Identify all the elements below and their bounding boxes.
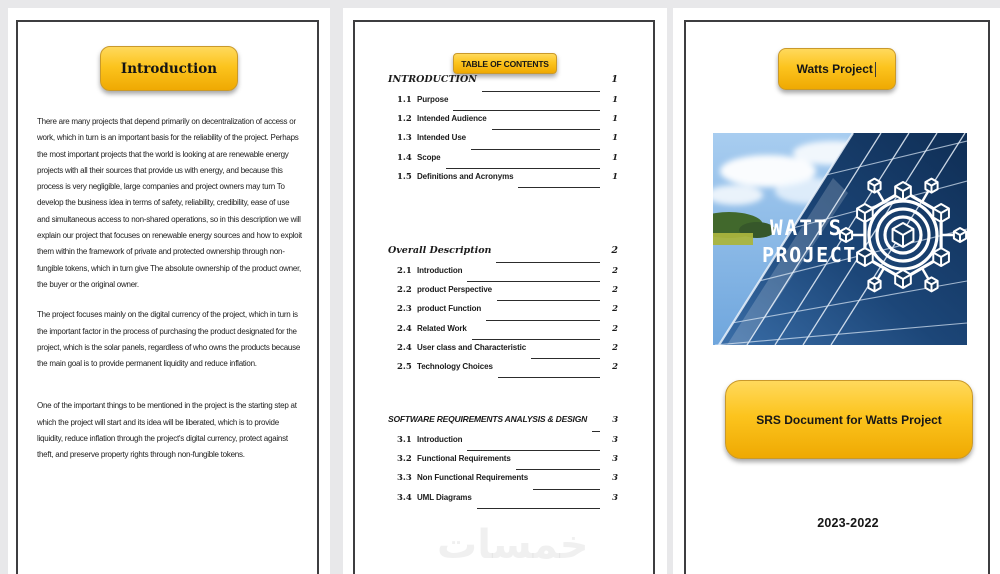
toc-item-row — [388, 454, 618, 473]
paragraph: The project focuses mainly on the digital currency of the project, which in turn is the important factor in the process of purchasing the product designated for the project, which is the solar panels, regardless of who owns the products because the main goal is to provide permanent liquidity and reduce inflation. — [37, 310, 301, 369]
introduction-heading-badge — [100, 46, 238, 91]
toc-page-number: 3 — [612, 435, 618, 445]
toc-item-number: 1.1 — [397, 95, 412, 105]
toc-leader-line — [446, 168, 600, 169]
toc-item-row — [388, 362, 618, 381]
toc-page-number: 2 — [612, 266, 618, 276]
toc-leader-line — [477, 508, 600, 509]
toc-item-row — [388, 473, 618, 492]
project-title-text: Watts Project — [796, 62, 873, 76]
khamsat-watermark: خمسات — [437, 522, 589, 568]
toc-item-label: product Perspective — [417, 285, 493, 295]
project-title-badge — [778, 48, 896, 90]
toc-item-label: User class and Characteristic — [417, 342, 527, 352]
toc-item-row — [388, 343, 618, 362]
toc-item-number: 3.4 — [397, 492, 412, 503]
toc-item-number: 3.2 — [397, 454, 412, 465]
toc-item-label: Introduction — [417, 266, 463, 275]
toc-heading-badge — [453, 53, 557, 74]
toc-page-number: 2 — [612, 304, 618, 315]
toc-page-number: 3 — [612, 415, 618, 425]
cover-logo-line1: WATTS — [770, 216, 844, 240]
toc-item-number: 3.1 — [397, 435, 412, 445]
toc-leader-line — [472, 339, 600, 340]
paragraph: There are many projects that depend primarily on decentralization of access or work, which in turn is an important basis for the reliability of the project. Perhaps the most important projects that the world is looking at are renewable energy projects with all their sources that provide us with energy, and because this process is very negligible, large companies and project owners may turn To develop the business idea in terms of safety, reliability, credibility, ease of use and simultaneous access to non-shared operations, so in this description we will explain our project that focuses on renewable energy sources and how to exploit them within the framework of private and protected ownership through non-fungible tokens, which in turn give The absolute ownership of the product owner, the buyer or the original owner. — [37, 117, 302, 289]
year-label: 2023-2022 — [817, 516, 879, 530]
toc-item-label: UML Diagrams — [417, 492, 472, 502]
toc-leader-line — [533, 489, 600, 490]
srs-document-banner-text: SRS Document for Watts Project — [756, 412, 942, 427]
toc-item-label: Intended Audience — [417, 114, 487, 124]
toc-item-label: Related Work — [417, 323, 467, 333]
toc-item-number: 2.3 — [397, 304, 412, 315]
toc-heading-row — [388, 245, 618, 266]
toc-item-label: Functional Requirements — [417, 454, 511, 464]
toc-heading-row — [388, 414, 618, 435]
solar-panel-photo — [713, 133, 967, 345]
toc-leader-line — [496, 262, 600, 263]
toc-page-number: 2 — [612, 285, 618, 296]
toc-section — [388, 245, 618, 381]
toc-page-number: 3 — [612, 454, 618, 465]
introduction-paragraphs — [37, 114, 303, 464]
toc-item-label: Intended Use — [417, 133, 467, 143]
toc-page-number: 1 — [612, 152, 618, 163]
toc-item-label: Purpose — [417, 95, 449, 104]
toc-item-number: 3.3 — [397, 473, 412, 484]
toc-item-number: 2.4 — [397, 323, 412, 334]
toc-heading-label: SOFTWARE REQUIREMENTS ANALYSIS & DESIGN — [388, 414, 588, 424]
toc-item-number: 2.5 — [397, 361, 412, 372]
toc-item-number: 1.5 — [397, 171, 412, 182]
toc-leader-line — [531, 358, 600, 359]
toc-page-number: 3 — [612, 473, 618, 484]
toc-item-number: 1.2 — [397, 114, 412, 125]
toc-leader-line — [492, 129, 600, 130]
toc-item-row — [388, 493, 618, 512]
toc-item-label: Non Functional Requirements — [417, 473, 529, 483]
introduction-heading-text: Introduction — [120, 60, 218, 77]
toc-item-row — [388, 304, 618, 323]
toc-section — [388, 414, 618, 512]
toc-item-number: 2.4 — [397, 342, 412, 353]
toc-leader-line — [497, 300, 600, 301]
page-table-of-contents — [343, 8, 667, 574]
srs-document-banner — [725, 380, 973, 459]
paragraph: One of the important things to be mentioned in the project is the starting step at which the project will start and its idea will be liberated, which is to provide liquidity, reduce inflation through the project's digital currency, protect against theft, and preserve property rights through non-fungible tokens. — [37, 401, 297, 460]
toc-heading-label: Overall Description — [388, 245, 492, 256]
page-cover — [673, 8, 1000, 574]
toc-page-number: 1 — [612, 114, 618, 125]
toc-section — [388, 74, 618, 191]
toc-item-row — [388, 153, 618, 172]
toc-item-row — [388, 324, 618, 343]
toc-item-row — [388, 172, 618, 191]
toc-leader-line — [486, 320, 600, 321]
toc-page-number: 2 — [612, 361, 618, 372]
toc-page-number: 2 — [611, 245, 618, 256]
toc-item-label: Technology Choices — [417, 361, 493, 371]
toc-page-number: 3 — [612, 492, 618, 503]
toc-item-row — [388, 266, 618, 285]
toc-page-number: 2 — [612, 342, 618, 353]
toc-item-number: 1.4 — [397, 152, 412, 163]
page-introduction — [8, 8, 330, 574]
toc-item-row — [388, 133, 618, 152]
toc-page-number: 1 — [612, 133, 618, 144]
cover-photo — [713, 133, 967, 345]
toc-item-number: 1.3 — [397, 133, 412, 144]
toc-page-number: 2 — [612, 323, 618, 334]
toc-leader-line — [498, 377, 600, 378]
toc-item-row — [388, 95, 618, 114]
toc-leader-line — [592, 431, 600, 432]
toc-leader-line — [467, 281, 600, 282]
toc-item-label: Definitions and Acronyms — [417, 171, 514, 181]
toc-item-number: 2.2 — [397, 285, 412, 296]
toc-leader-line — [516, 469, 600, 470]
toc-heading-row — [388, 74, 618, 95]
toc-page-number: 1 — [612, 95, 618, 105]
toc-heading-text: TABLE OF CONTENTS — [461, 58, 549, 69]
toc-page-number: 1 — [611, 74, 618, 85]
toc-heading-label: INTRODUCTION — [388, 74, 477, 85]
toc-leader-line — [453, 110, 600, 111]
toc-item-row — [388, 114, 618, 133]
toc-item-label: product Function — [417, 304, 482, 314]
toc-item-label: Introduction — [417, 435, 463, 444]
text-cursor — [875, 62, 877, 77]
toc-item-number: 2.1 — [397, 266, 412, 276]
toc-leader-line — [467, 450, 600, 451]
toc-leader-line — [518, 187, 600, 188]
toc-item-label: Scope — [417, 152, 441, 162]
toc-leader-line — [482, 91, 600, 92]
toc-item-row — [388, 435, 618, 454]
toc-page-number: 1 — [612, 171, 618, 182]
toc-leader-line — [471, 149, 600, 150]
cover-logo-line2: PROJECT — [762, 243, 857, 267]
toc-item-row — [388, 285, 618, 304]
